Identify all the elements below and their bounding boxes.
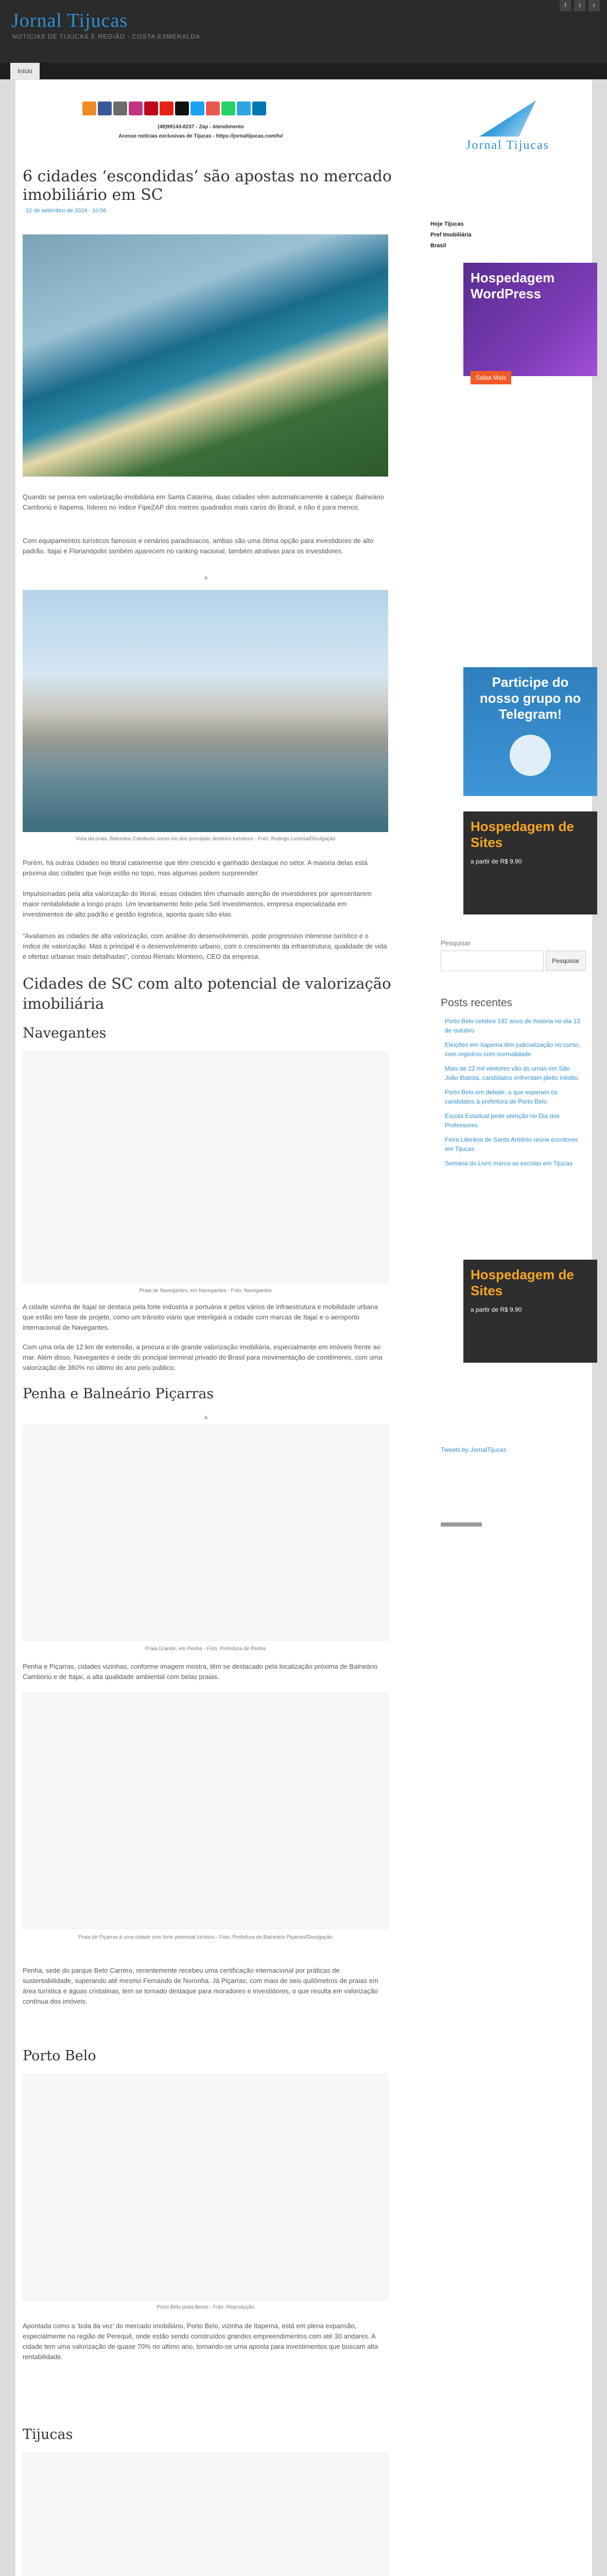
share-icons: [82, 101, 266, 115]
photo-caption: Porto Belo praia Bento - Foto: Reprodução: [157, 2304, 254, 2310]
paragraph: Penha e Piçarras, cidades vizinhas, conforme imagem mostra, têm se destacado pela localização próxima de Balneário Camboriú e de Itajaí, a alta qualidade ambiental com belas praias.: [23, 1663, 378, 1681]
photo-penha: [23, 1425, 388, 1641]
nav-item-home[interactable]: Início: [10, 63, 40, 79]
site-header: [0, 0, 607, 63]
ad-marker-icon: ▲: [203, 573, 209, 581]
page-container: [15, 80, 592, 2576]
logo-sail-icon: [479, 100, 536, 137]
promo-line-2[interactable]: Acesse notícias exclusivas de Tijucas - https://jornaltijucas.com/tv/: [118, 133, 283, 139]
ad-host-price: a partir de R$ 9,90: [471, 858, 522, 865]
twitter-icon[interactable]: t: [574, 0, 585, 11]
ad-telegram-group[interactable]: [463, 667, 597, 796]
telegram-icon: [510, 735, 551, 776]
paragraph: Porém, há outras cidades no litoral catarinense que têm crescido e ganhado destaque no setor. A maioria delas está próxima das cidades que hoje estão no topo, mas algumas podem surpreender.: [23, 859, 368, 877]
youtube-share-icon[interactable]: [160, 101, 174, 115]
search-button[interactable]: Pesquisar: [546, 951, 586, 971]
photo-caption: Vista da praia, Balneário Camboriú como um dos principais destinos turísticos - Foto: Rodrigo Lustosa/Divulgação: [75, 836, 336, 842]
site-title[interactable]: Jornal Tijucas: [11, 10, 128, 31]
ad-host-title: Hospedagem de Sites: [471, 1267, 574, 1298]
recent-post-link[interactable]: Semana do Livro marca as escolas em Tijucas: [445, 1160, 573, 1167]
photo-caption: Praia Grande, em Penha - Foto: Prefeitura de Penha: [145, 1646, 266, 1652]
sidebar-link[interactable]: Hoje Tijucas: [430, 221, 464, 227]
heading-porto-belo: Porto Belo: [23, 2048, 96, 2064]
heading-tijucas: Tijucas: [23, 2427, 73, 2443]
ad-tg-title: Participe do nosso grupo no Telegram!: [479, 674, 581, 722]
facebook-icon[interactable]: f: [560, 0, 571, 11]
recent-post-link[interactable]: Mais de 22 mil eleitores vão às urnas em São João Batista, candidatos enfrentam pleito inédito: [445, 1065, 578, 1081]
whatsapp-share-icon[interactable]: [221, 101, 235, 115]
sidebar-link[interactable]: Brasil: [430, 242, 446, 249]
widget-bar: [441, 1522, 482, 1527]
rss-icon[interactable]: r: [588, 0, 600, 11]
photo-caption: Praia de Navegantes, em Navegantes - Foto: Navegantes: [139, 1288, 272, 1294]
social-icons-top: [560, 0, 600, 11]
flickr-share-icon[interactable]: [206, 101, 220, 115]
paragraph: A cidade vizinha de Itajaí se destaca pela forte indústria e portuária e pelos vários de infraestrutura e mobilidade urbana que estão em fase de projeto, como um trânsito viário que interligará a cidade com marcas de Itajaí e o aeroporto internacional de Navegantes.: [23, 1303, 378, 1332]
post-title: 6 cidades ‘escondidas’ são apostas no mercado imobiliário em SC: [23, 167, 392, 204]
linkedin-share-icon[interactable]: [252, 101, 266, 115]
ad-site-hosting-2[interactable]: [463, 1260, 597, 1363]
site-description: NOTÍCIAS DE TIJUCAS E REGIÃO - COSTA ESMERALDA: [12, 33, 200, 40]
sidebar-links: [430, 219, 471, 251]
twitter-share-icon[interactable]: [190, 101, 204, 115]
ad-wp-title: Hospedagem WordPress: [471, 270, 555, 301]
promo-line-1[interactable]: (48)99143-8237 - Zap - Atendimento: [158, 124, 244, 130]
sidebar-logo[interactable]: [430, 100, 585, 173]
recent-posts-title: Posts recentes: [441, 997, 512, 1009]
recent-post-link[interactable]: Escola Estadual pede atenção no Dia dos Professores: [445, 1112, 560, 1129]
post-date[interactable]: 12 de setembro de 2024 - 10:56: [26, 208, 107, 214]
paragraph: Penha, sede do parque Beto Carrero, recentemente recebeu uma certificação internacional por práticas de sustentabilidade, superando até mesmo Fernando de Noronha. Já Piçarras, com mais de seis quilômetros de praias em área turística e águas cristalinas, tem se tornado destaque para moradores e investidores, o que resulta em valorização contínua dos imóveis.: [23, 1967, 378, 2006]
facebook-share-icon[interactable]: [98, 101, 112, 115]
rss-share-icon[interactable]: [82, 101, 96, 115]
photo-porto-belo: [23, 2074, 388, 2300]
ad-wordpress-hosting[interactable]: [463, 263, 597, 381]
sidebar-link[interactable]: Pref Imobiliária: [430, 231, 472, 238]
pinterest-share-icon[interactable]: [144, 101, 158, 115]
paragraph: Impulsionadas pela alta valorização do litoral, essas cidades têm chamado atenção de investidores por apresentarem maior rentabilidade a longo prazo. Um levantamento feito pela Sell Investimentos, empresa especializada em investimentos de alto padrão e gestão logística, aponta quais são elas.: [23, 890, 372, 919]
paragraph: Com equipamentos turísticos famosos e cenários paradisíacos, ambas são uma ótima opção para investidores de alto padrão. Itajaí e Florianópolis também aparecem no ranking nacional, também atrativas para os investidores.: [23, 537, 374, 555]
ad-marker-icon: ▲: [203, 1413, 209, 1420]
recent-post-link[interactable]: Porto Belo em debate: o que esperam os candidatos à prefeitura de Porto Belo: [445, 1089, 558, 1105]
recent-post-link[interactable]: Porto Belo celebra 192 anos de história no dia 13 de outubro: [445, 1018, 580, 1034]
ad-site-hosting[interactable]: [463, 811, 597, 914]
tweets-link[interactable]: Tweets by JornalTijucas: [441, 1446, 507, 1453]
telegram-share-icon[interactable]: [237, 101, 251, 115]
photo-caption: Praia de Piçarras é uma cidade com forte potencial turístico - Foto: Prefeitura de Balneário Piçarras/Divulgação: [78, 1935, 333, 1940]
ad-host-title: Hospedagem de Sites: [471, 819, 574, 850]
recent-posts-list: [441, 1016, 585, 1173]
photo-navegantes: [23, 1051, 388, 1283]
paragraph: “Avaliamos as cidades de alta valorização, com análise do desenvolvimento, pode progressivo interesse turístico e o índice de valorização. Mas o principal é o desenvolvimento urbano, com o crescimento da infraestrutura, qualidade de vida e ofertas urbanas mais detalhadas”, contou Renato Monteiro, CEO da empresa.: [23, 932, 387, 961]
photo-beach: [23, 234, 388, 477]
search-input[interactable]: [441, 951, 544, 971]
photo-picarras: [23, 1692, 388, 1929]
logo-text: Jornal Tijucas: [465, 139, 549, 152]
email-share-icon[interactable]: [113, 101, 127, 115]
heading-navegantes: Navegantes: [23, 1025, 107, 1041]
recent-post-link[interactable]: Feira Literária de Santo Antônio reúne escritores em Tijucas: [445, 1136, 578, 1153]
ad-wp-cta: Saiba Mais: [471, 371, 511, 384]
main-nav: [0, 63, 607, 79]
section-heading: Cidades de SC com alto potencial de valorização imobiliária: [23, 975, 391, 1013]
instagram-share-icon[interactable]: [129, 101, 143, 115]
paragraph: Apontada como a ‘bola da vez’ do mercado imobiliário, Porto Belo, vizinha de Itapema, está em plena expansão, especialmente na região de Perequê, onde estão sendo construídos grandes empreendimentos com até 30 andares. A cidade tem uma valorização de quase 70% no último ano, tornando-se uma aposta para investimentos que buscam alta rentabilidade.: [23, 2322, 378, 2361]
search-label: Pesquisar: [441, 939, 471, 947]
photo-tijucas: [23, 2452, 388, 2576]
recent-post-link[interactable]: Eleições em Itapema têm judicialização no curso, com registros com normalidade: [445, 1041, 580, 1058]
photo-city: [23, 590, 388, 832]
paragraph: Com uma orla de 12 km de extensão, a procura e de grande valorização imobiliária, especialmente em imóveis frente ao mar. Além disso, Navegantes é sede do principal terminal privado do Brasil para movimentação de contêineres, com uma valorização de 360% no último do ano pelo público.: [23, 1343, 383, 1372]
tiktok-share-icon[interactable]: [175, 101, 189, 115]
heading-penha: Penha e Balneário Piçarras: [23, 1386, 214, 1402]
paragraph: Quando se pensa em valorização imobiliária em Santa Catarina, duas cidades vêm automaticamente à cabeça: Balneário Camboriú e Itapema, líderes no índice FipeZAP dos metros quadrados mais caros do Brasil, e não é para menos.: [23, 493, 384, 512]
ad-host-price: a partir de R$ 9,90: [471, 1306, 522, 1313]
